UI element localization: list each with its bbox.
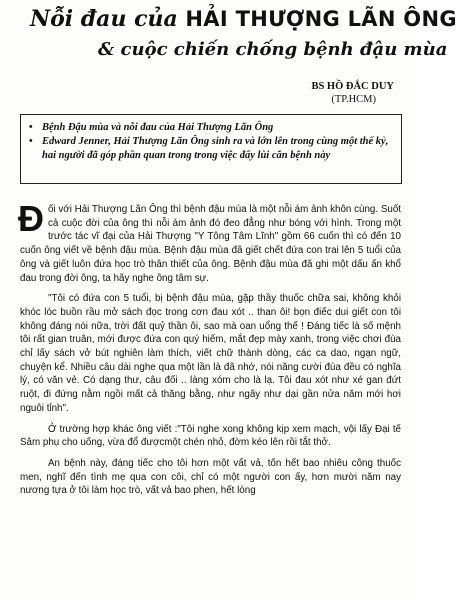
body-paragraph: "Tôi có đứa con 5 tuổi, bị bệnh đậu mùa, gặp thầy thuốc chữa sai, không khỏi khóc lóc buồn rầu mở sách đọc trong cơn đau xót .. than ôi! bọn điếc dui giết con tôi không đáng nói nữa, trời đất quỷ thần ôi, sao mà oan uổng thế ! Đáng tiếc là số mệnh tôi rất gian truân, mới được đứa con quý hiếm, mắt đẹp mày xanh, trong việc chơi đùa chỉ lấy sách vở bút nghiên làm thích, viết chữ thành dòng, các ca dao, ngạn ngữ, chuyện kể. Nhiều câu dài nghe qua một lần là đã nhớ, nói năng cười đùa đều có nghĩa lý, có văn vẻ. Có dạng thư, câu đối .. làng xóm cho là lạ. Tôi đau xót như xé gan đứt ruột, đi đứng nằm ngồi mất cả thăng bằng, như ngây như dại gần nửa năm mới hơi nguôi tỉnh".: [20, 293, 401, 414]
drop-cap: Đ: [18, 198, 44, 239]
body-paragraph-text: ối với Hải Thượng Lãn Ông thì bệnh đậu mùa là một nỗi ám ảnh khôn cùng. Suốt cả cuộc đời của ông thì nỗi ám ảnh đó đeo đẳng như bóng với hình. Trong một trước tác vĩ đại của Hải Thượng "Y Tông Tâm Lĩnh" gồm 66 cuốn thì có đến 10 cuốn ông viết về bệnh đậu mùa. Bệnh đậu mùa đã giết chết đứa con trai lên 5 tuổi của ông và giết luôn đứa học trò thân thiết của ông. Bệnh đậu mùa đã ghi một dấu ấn khổ đau trong đời ông, ta hãy nghe ông tâm sự.: [20, 204, 401, 284]
article-title: [30, 4, 457, 34]
body-paragraph: An bệnh này, đáng tiếc cho tôi hơn một vất vả, tốn hết bao nhiêu công thuốc men, nghĩ đến tình mẹ qua con côi, chỉ có một người con ấy, hơn mười năm nay nương tựa ở tôi làm học trò, vất vả bao phen, hết lòng: [20, 457, 401, 497]
summary-item: [29, 135, 393, 163]
author-name: BS HỒ ĐẮC DUY: [311, 81, 394, 92]
bullet-icon: •: [29, 136, 33, 147]
bullet-icon: •: [29, 122, 33, 133]
summary-item-text: Edward Jenner, Hải Thượng Lãn Ông sinh ra và lớn lên trong cùng một thế kỷ, hai người đã góp phần quan trong trong việc đẩy lùi căn bệnh này: [42, 136, 389, 161]
author-block: [311, 80, 394, 106]
article-subtitle: & cuộc chiến chống bệnh đậu mùa: [98, 39, 448, 60]
author-location: (TP.HCM): [331, 94, 376, 105]
body-paragraph: Ở trường hợp khác ông viết :"Tôi nghe xong không kịp xem mạch, vội lấy Đại tế Sâm phụ cho uống, vừa đổ đượcmột chén nhỏ, đờm kéo lên rồi tắt thở.: [20, 423, 401, 449]
body-paragraph: [18, 198, 401, 285]
article-body: [18, 198, 401, 505]
summary-item: [29, 121, 393, 135]
summary-item-text: Bệnh Đậu mùa và nỗi đau của Hải Thượng Lãn Ông: [42, 122, 274, 133]
article-title-part2: HẢI THƯỢNG LÃN ÔNG: [185, 7, 457, 31]
summary-box: [20, 114, 402, 184]
article-title-part1: Nỗi đau của: [30, 6, 178, 32]
